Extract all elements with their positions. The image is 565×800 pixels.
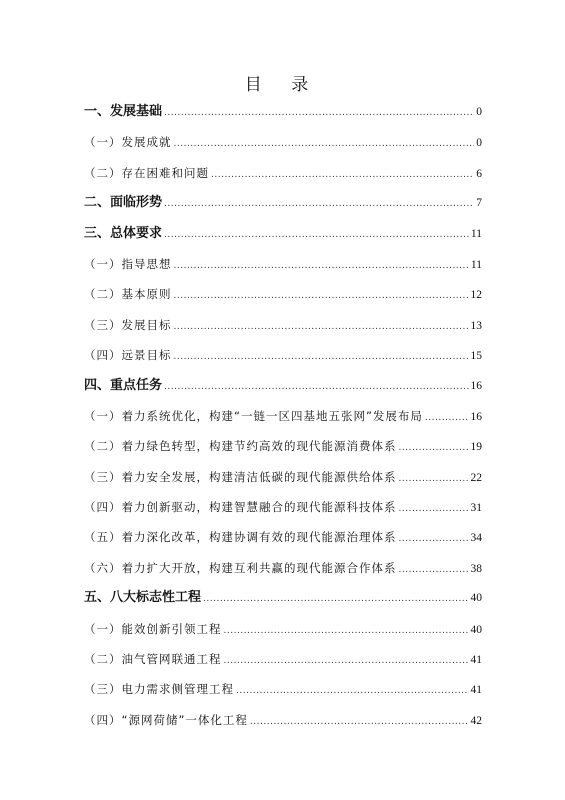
toc-page-number: 11 [470, 258, 482, 271]
toc-entry-label: （一）发展成就 [84, 135, 172, 150]
toc-entry[interactable] [84, 614, 482, 644]
toc-entry-label: （一）着力系统优化，构建“一链一区四基地五张网”发展布局 [84, 408, 423, 423]
toc-dot-leader [399, 555, 469, 583]
toc-entry-label: （四）“源网荷储”一体化工程 [84, 712, 248, 727]
toc-entry-label: 四、重点任务 [84, 377, 163, 393]
toc-page-number: 12 [470, 289, 482, 302]
toc-page-number: 15 [470, 350, 482, 363]
toc-entry[interactable] [84, 522, 482, 552]
toc-entry-label: （三）着力安全发展，构建清洁低碳的现代能源供给体系 [84, 469, 397, 484]
toc-entry[interactable] [84, 127, 482, 157]
toc-entry[interactable] [84, 158, 482, 188]
toc-entry[interactable] [84, 401, 482, 431]
toc-page-number: 7 [476, 197, 482, 210]
toc-page-number: 19 [470, 441, 482, 454]
toc-entry[interactable] [84, 279, 482, 309]
toc-entry-label: 三、总体要求 [84, 225, 163, 241]
toc-entry-label: （二）油气管网联通工程 [84, 652, 222, 667]
toc-entry-label: （二）存在困难和问题 [84, 165, 209, 180]
toc-page-number: 0 [476, 106, 482, 118]
toc-dot-leader [399, 464, 469, 492]
toc-page-number: 41 [470, 654, 482, 667]
toc-entry[interactable] [84, 97, 482, 127]
toc-page-number: 40 [470, 592, 482, 605]
toc-page-number: 0 [476, 137, 482, 150]
toc-dot-leader [399, 494, 469, 522]
toc-page-number: 6 [476, 167, 482, 180]
toc-page-number: 38 [470, 562, 482, 575]
toc-dot-leader [203, 584, 468, 613]
toc-page-number: 22 [470, 471, 482, 484]
toc-entry-label: （三）电力需求侧管理工程 [84, 682, 234, 697]
toc-entry-label: 一、发展基础 [84, 104, 163, 119]
toc-dot-leader [399, 433, 469, 461]
toc-entry[interactable] [84, 644, 482, 674]
toc-dot-leader [174, 281, 469, 309]
toc-entry[interactable] [84, 188, 482, 218]
toc-dot-leader [224, 616, 469, 644]
toc-dot-leader [399, 524, 469, 552]
toc-dot-leader [164, 220, 469, 249]
toc-entry[interactable] [84, 492, 482, 522]
toc-entry-label: （三）发展目标 [84, 317, 172, 332]
toc-dot-leader [425, 403, 469, 431]
toc-page-number: 13 [470, 319, 482, 332]
toc-entry-label: （一）指导思想 [84, 256, 172, 271]
toc-entry[interactable] [84, 583, 482, 613]
toc-dot-leader [174, 312, 469, 340]
toc-dot-leader [236, 676, 469, 704]
toc-entry[interactable] [84, 431, 482, 461]
toc-dot-leader [174, 129, 475, 157]
toc-entry[interactable] [84, 310, 482, 340]
toc-entry-label: （四）远景目标 [84, 348, 172, 363]
toc-entry[interactable] [84, 553, 482, 583]
toc-dot-leader [250, 707, 469, 735]
toc-entry[interactable] [84, 249, 482, 279]
toc-page-number: 42 [470, 714, 482, 727]
toc-entry-label: 二、面临形势 [84, 195, 163, 211]
toc-dot-leader [174, 251, 469, 279]
toc-page-number: 41 [470, 684, 482, 697]
toc-dot-leader [224, 646, 469, 674]
toc-entry[interactable] [84, 674, 482, 704]
toc-page-number: 40 [470, 623, 482, 636]
toc-entry-label: （二）着力绿色转型，构建节约高效的现代能源消费体系 [84, 439, 397, 454]
toc-page-number: 16 [470, 410, 482, 423]
toc-entry[interactable] [84, 705, 482, 735]
toc-title: 目 录 [244, 75, 321, 95]
toc-entry[interactable] [84, 371, 482, 401]
toc-entry[interactable] [84, 462, 482, 492]
toc-page-number: 11 [470, 227, 482, 240]
toc-page-number: 16 [470, 379, 482, 392]
toc-entry-label: （一）能效创新引领工程 [84, 621, 222, 636]
toc-dot-leader [164, 98, 474, 127]
toc-dot-leader [164, 372, 468, 401]
toc-page-number: 34 [470, 532, 482, 545]
toc-entry-label: （二）基本原则 [84, 287, 172, 302]
toc-page-number: 31 [470, 502, 482, 515]
toc-entry-label: 五、八大标志性工程 [84, 590, 202, 606]
toc-entry[interactable] [84, 219, 482, 249]
toc-entry-label: （四）着力创新驱动，构建智慧融合的现代能源科技体系 [84, 500, 397, 515]
toc-list [84, 97, 482, 735]
toc-entry-label: （六）着力扩大开放，构建互利共赢的现代能源合作体系 [84, 560, 397, 575]
toc-dot-leader [211, 160, 474, 188]
toc-entry[interactable] [84, 340, 482, 370]
toc-dot-leader [164, 189, 474, 218]
toc-dot-leader [174, 342, 469, 370]
toc-entry-label: （五）着力深化改革，构建协调有效的现代能源治理体系 [84, 530, 397, 545]
